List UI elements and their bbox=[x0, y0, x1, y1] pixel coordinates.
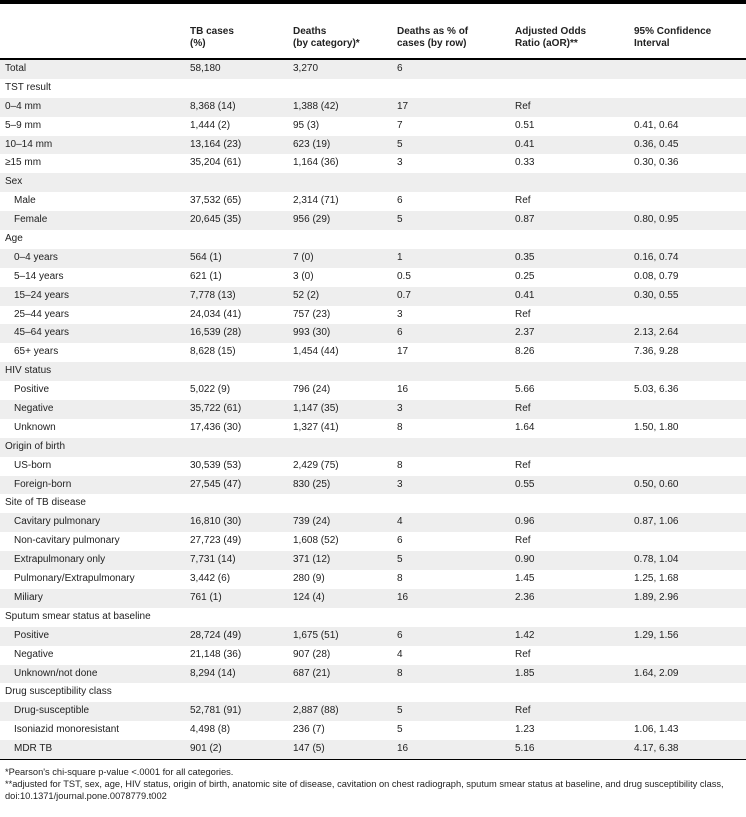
cell-tb-cases: 30,539 (53) bbox=[190, 459, 242, 471]
cell-tb-cases: 35,722 (61) bbox=[190, 403, 242, 415]
row-label: ≥15 mm bbox=[5, 157, 42, 169]
row-label: MDR TB bbox=[14, 743, 53, 755]
table-row bbox=[0, 249, 746, 268]
row-label: Non-cavitary pulmonary bbox=[14, 535, 120, 547]
table-row bbox=[0, 324, 746, 343]
table-row bbox=[0, 513, 746, 532]
cell-deaths-pct: 6 bbox=[397, 629, 403, 641]
cell-aor: 1.23 bbox=[515, 724, 535, 736]
row-label: 45–64 years bbox=[14, 327, 70, 339]
table-row bbox=[0, 362, 746, 381]
cell-deaths-pct: 6 bbox=[397, 327, 403, 339]
row-label: Age bbox=[5, 233, 23, 245]
table-row bbox=[0, 287, 746, 306]
cell-aor: Ref bbox=[515, 308, 531, 320]
cell-aor: Ref bbox=[515, 459, 531, 471]
cell-deaths-pct: 0.5 bbox=[397, 270, 411, 282]
cell-deaths-pct: 16 bbox=[397, 384, 409, 396]
cell-tb-cases: 28,724 (49) bbox=[190, 629, 242, 641]
cell-aor: Ref bbox=[515, 705, 531, 717]
row-label: Unknown/not done bbox=[14, 667, 98, 679]
cell-ci: 0.30, 0.55 bbox=[634, 289, 679, 301]
cell-deaths: 1,454 (44) bbox=[293, 346, 339, 358]
cell-deaths-pct: 3 bbox=[397, 308, 403, 320]
header-tb-cases: TB cases (%) bbox=[190, 26, 234, 49]
table-row bbox=[0, 400, 746, 419]
row-label: Foreign-born bbox=[14, 478, 72, 490]
row-label: 0–4 years bbox=[14, 251, 58, 263]
cell-tb-cases: 52,781 (91) bbox=[190, 705, 242, 717]
cell-aor: 2.36 bbox=[515, 591, 535, 603]
cell-ci: 0.41, 0.64 bbox=[634, 119, 679, 131]
cell-tb-cases: 37,532 (65) bbox=[190, 195, 242, 207]
cell-aor: 1.45 bbox=[515, 573, 535, 585]
cell-ci: 1.29, 1.56 bbox=[634, 629, 679, 641]
row-label: Cavitary pulmonary bbox=[14, 516, 101, 528]
table-row bbox=[0, 268, 746, 287]
row-label: 5–9 mm bbox=[5, 119, 42, 131]
table-row bbox=[0, 702, 746, 721]
cell-deaths: 280 (9) bbox=[293, 573, 325, 585]
row-label: Miliary bbox=[14, 591, 43, 603]
cell-deaths-pct: 16 bbox=[397, 591, 409, 603]
cell-deaths-pct: 4 bbox=[397, 648, 403, 660]
cell-aor: Ref bbox=[515, 535, 531, 547]
cell-ci: 0.50, 0.60 bbox=[634, 478, 679, 490]
row-label: 65+ years bbox=[14, 346, 59, 358]
table-row bbox=[0, 646, 746, 665]
cell-deaths-pct: 5 bbox=[397, 214, 403, 226]
cell-aor: 0.55 bbox=[515, 478, 535, 490]
cell-deaths: 1,388 (42) bbox=[293, 100, 339, 112]
cell-ci: 7.36, 9.28 bbox=[634, 346, 679, 358]
table-row bbox=[0, 117, 746, 136]
cell-deaths: 830 (25) bbox=[293, 478, 331, 490]
cell-deaths: 1,164 (36) bbox=[293, 157, 339, 169]
row-label: HIV status bbox=[5, 365, 52, 377]
cell-ci: 1.25, 1.68 bbox=[634, 573, 679, 585]
cell-tb-cases: 564 (1) bbox=[190, 251, 222, 263]
table-body bbox=[0, 60, 746, 759]
table-row bbox=[0, 343, 746, 362]
row-label: 25–44 years bbox=[14, 308, 70, 320]
row-label: Extrapulmonary only bbox=[14, 554, 106, 566]
cell-tb-cases: 7,778 (13) bbox=[190, 289, 236, 301]
cell-deaths: 1,147 (35) bbox=[293, 403, 339, 415]
cell-deaths: 687 (21) bbox=[293, 667, 331, 679]
row-label: Pulmonary/Extrapulmonary bbox=[14, 573, 135, 585]
table-row bbox=[0, 211, 746, 230]
cell-tb-cases: 17,436 (30) bbox=[190, 421, 242, 433]
cell-aor: 0.41 bbox=[515, 138, 535, 150]
cell-deaths-pct: 17 bbox=[397, 100, 409, 112]
cell-ci: 0.36, 0.45 bbox=[634, 138, 679, 150]
cell-tb-cases: 58,180 bbox=[190, 63, 221, 74]
cell-ci: 2.13, 2.64 bbox=[634, 327, 679, 339]
footnote-2: **adjusted for TST, sex, age, HIV status, origin of birth, anatomic site of disease, cavitation on chest radiograph, sputum smear status at baseline, and drug susceptibility class, bbox=[5, 779, 724, 790]
cell-deaths-pct: 17 bbox=[397, 346, 409, 358]
table-row bbox=[0, 173, 746, 192]
table-row bbox=[0, 306, 746, 325]
table-row bbox=[0, 476, 746, 495]
cell-deaths: 2,314 (71) bbox=[293, 195, 339, 207]
cell-deaths: 371 (12) bbox=[293, 554, 331, 566]
cell-tb-cases: 621 (1) bbox=[190, 270, 222, 282]
table-row bbox=[0, 551, 746, 570]
row-label: US-born bbox=[14, 459, 52, 471]
row-label: Drug susceptibility class bbox=[5, 686, 112, 698]
cell-ci: 0.16, 0.74 bbox=[634, 251, 679, 263]
cell-deaths: 7 (0) bbox=[293, 251, 314, 263]
table-row bbox=[0, 438, 746, 457]
cell-ci: 0.78, 1.04 bbox=[634, 554, 679, 566]
cell-aor: 0.35 bbox=[515, 251, 535, 263]
cell-aor: Ref bbox=[515, 648, 531, 660]
cell-aor: 0.25 bbox=[515, 270, 535, 282]
cell-tb-cases: 3,442 (6) bbox=[190, 573, 231, 585]
cell-tb-cases: 27,545 (47) bbox=[190, 478, 242, 490]
cell-aor: 1.64 bbox=[515, 421, 535, 433]
cell-deaths: 2,887 (88) bbox=[293, 705, 339, 717]
cell-deaths-pct: 5 bbox=[397, 138, 403, 150]
cell-deaths: 907 (28) bbox=[293, 648, 331, 660]
cell-deaths: 3,270 bbox=[293, 63, 319, 74]
table-header bbox=[0, 4, 746, 60]
cell-tb-cases: 16,810 (30) bbox=[190, 516, 242, 528]
cell-deaths: 236 (7) bbox=[293, 724, 325, 736]
bottom-rule bbox=[0, 759, 746, 760]
cell-deaths-pct: 3 bbox=[397, 157, 403, 169]
table-row bbox=[0, 457, 746, 476]
table-row bbox=[0, 608, 746, 627]
row-label: 15–24 years bbox=[14, 289, 70, 301]
cell-tb-cases: 21,148 (36) bbox=[190, 648, 242, 660]
row-label: Positive bbox=[14, 629, 50, 641]
cell-aor: 0.41 bbox=[515, 289, 535, 301]
cell-tb-cases: 4,498 (8) bbox=[190, 724, 231, 736]
cell-aor: 1.42 bbox=[515, 629, 535, 641]
cell-tb-cases: 24,034 (41) bbox=[190, 308, 242, 320]
cell-deaths-pct: 7 bbox=[397, 119, 403, 131]
cell-deaths-pct: 16 bbox=[397, 743, 409, 755]
table-row bbox=[0, 419, 746, 438]
cell-deaths: 956 (29) bbox=[293, 214, 331, 226]
cell-deaths-pct: 8 bbox=[397, 667, 403, 679]
table-row bbox=[0, 60, 746, 79]
row-label: Negative bbox=[14, 403, 54, 415]
cell-tb-cases: 8,368 (14) bbox=[190, 100, 236, 112]
header-aor: Adjusted Odds Ratio (aOR)** bbox=[515, 26, 587, 49]
cell-ci: 0.87, 1.06 bbox=[634, 516, 679, 528]
cell-deaths-pct: 8 bbox=[397, 573, 403, 585]
cell-deaths-pct: 3 bbox=[397, 403, 403, 415]
cell-aor: 0.33 bbox=[515, 157, 535, 169]
cell-aor: 0.87 bbox=[515, 214, 535, 226]
cell-tb-cases: 8,294 (14) bbox=[190, 667, 236, 679]
cell-deaths-pct: 8 bbox=[397, 459, 403, 471]
cell-ci: 1.64, 2.09 bbox=[634, 667, 679, 679]
cell-ci: 1.89, 2.96 bbox=[634, 591, 679, 603]
table-row bbox=[0, 683, 746, 702]
row-label: Sputum smear status at baseline bbox=[5, 610, 151, 622]
cell-deaths: 147 (5) bbox=[293, 743, 325, 755]
cell-ci: 0.08, 0.79 bbox=[634, 270, 679, 282]
cell-deaths-pct: 4 bbox=[397, 516, 403, 528]
header-ci: 95% Confidence Interval bbox=[634, 26, 712, 49]
row-label: Drug-susceptible bbox=[14, 705, 90, 717]
row-label: Origin of birth bbox=[5, 440, 66, 452]
cell-aor: 0.96 bbox=[515, 516, 535, 528]
table-row bbox=[0, 79, 746, 98]
row-label: TST result bbox=[5, 81, 51, 93]
row-label: Female bbox=[14, 214, 48, 226]
row-label: 0–4 mm bbox=[5, 100, 42, 112]
header-deaths-pct: Deaths as % of cases (by row) bbox=[397, 26, 469, 49]
cell-aor: 5.16 bbox=[515, 743, 535, 755]
cell-ci: 0.30, 0.36 bbox=[634, 157, 679, 169]
row-label: Negative bbox=[14, 648, 54, 660]
cell-tb-cases: 13,164 (23) bbox=[190, 138, 242, 150]
doi-text: doi:10.1371/journal.pone.0078779.t002 bbox=[5, 791, 167, 802]
cell-tb-cases: 16,539 (28) bbox=[190, 327, 242, 339]
cell-deaths-pct: 8 bbox=[397, 421, 403, 433]
cell-aor: 0.90 bbox=[515, 554, 535, 566]
cell-ci: 1.50, 1.80 bbox=[634, 421, 679, 433]
cell-deaths-pct: 6 bbox=[397, 63, 403, 74]
cell-deaths-pct: 6 bbox=[397, 195, 403, 207]
cell-deaths-pct: 6 bbox=[397, 535, 403, 547]
cell-deaths: 757 (23) bbox=[293, 308, 331, 320]
cell-deaths: 739 (24) bbox=[293, 516, 331, 528]
table-row bbox=[0, 98, 746, 117]
cell-tb-cases: 35,204 (61) bbox=[190, 157, 242, 169]
cell-ci: 1.06, 1.43 bbox=[634, 724, 679, 736]
cell-aor: Ref bbox=[515, 100, 531, 112]
row-label: Site of TB disease bbox=[5, 497, 86, 509]
table-row bbox=[0, 665, 746, 684]
cell-aor: 5.66 bbox=[515, 384, 535, 396]
row-label: Positive bbox=[14, 384, 50, 396]
cell-aor: Ref bbox=[515, 195, 531, 207]
cell-deaths-pct: 0.7 bbox=[397, 289, 411, 301]
table-row bbox=[0, 627, 746, 646]
table-row bbox=[0, 494, 746, 513]
header-deaths: Deaths (by category)* bbox=[293, 26, 360, 49]
table-row bbox=[0, 192, 746, 211]
table-row bbox=[0, 532, 746, 551]
table-row bbox=[0, 721, 746, 740]
table-row bbox=[0, 136, 746, 155]
row-label: Sex bbox=[5, 176, 23, 188]
row-label: Male bbox=[14, 195, 36, 207]
cell-deaths: 796 (24) bbox=[293, 384, 331, 396]
table-row bbox=[0, 740, 746, 759]
cell-deaths-pct: 5 bbox=[397, 705, 403, 717]
table-row bbox=[0, 230, 746, 249]
table-row bbox=[0, 154, 746, 173]
table-row bbox=[0, 570, 746, 589]
row-label: Isoniazid monoresistant bbox=[14, 724, 120, 736]
cell-aor: 0.51 bbox=[515, 119, 535, 131]
cell-deaths: 623 (19) bbox=[293, 138, 331, 150]
cell-deaths-pct: 1 bbox=[397, 251, 403, 263]
cell-ci: 0.80, 0.95 bbox=[634, 214, 679, 226]
cell-tb-cases: 5,022 (9) bbox=[190, 384, 231, 396]
cell-deaths: 52 (2) bbox=[293, 289, 320, 301]
cell-deaths-pct: 5 bbox=[397, 724, 403, 736]
cell-ci: 5.03, 6.36 bbox=[634, 384, 679, 396]
cell-aor: Ref bbox=[515, 403, 531, 415]
cell-deaths: 124 (4) bbox=[293, 591, 325, 603]
cell-aor: 8.26 bbox=[515, 346, 535, 358]
row-label: Unknown bbox=[14, 421, 56, 433]
cell-deaths: 1,327 (41) bbox=[293, 421, 339, 433]
cell-deaths: 2,429 (75) bbox=[293, 459, 339, 471]
table-row bbox=[0, 589, 746, 608]
row-label: 10–14 mm bbox=[5, 138, 53, 150]
cell-tb-cases: 901 (2) bbox=[190, 743, 222, 755]
cell-tb-cases: 8,628 (15) bbox=[190, 346, 236, 358]
footnote-1: *Pearson's chi-square p-value <.0001 for all categories. bbox=[5, 767, 234, 777]
table-footnotes bbox=[5, 766, 741, 803]
table-row bbox=[0, 381, 746, 400]
cell-deaths-pct: 3 bbox=[397, 478, 403, 490]
cell-deaths-pct: 5 bbox=[397, 554, 403, 566]
cell-tb-cases: 7,731 (14) bbox=[190, 554, 236, 566]
cell-tb-cases: 20,645 (35) bbox=[190, 214, 242, 226]
cell-deaths: 1,675 (51) bbox=[293, 629, 339, 641]
cell-tb-cases: 761 (1) bbox=[190, 591, 222, 603]
cell-deaths: 1,608 (52) bbox=[293, 535, 339, 547]
row-label: 5–14 years bbox=[14, 270, 64, 282]
cell-aor: 2.37 bbox=[515, 327, 535, 339]
cell-deaths: 993 (30) bbox=[293, 327, 331, 339]
row-label: Total bbox=[5, 63, 27, 74]
cell-deaths: 3 (0) bbox=[293, 270, 314, 282]
cell-ci: 4.17, 6.38 bbox=[634, 743, 679, 755]
cell-tb-cases: 27,723 (49) bbox=[190, 535, 242, 547]
cell-deaths: 95 (3) bbox=[293, 119, 320, 131]
cell-tb-cases: 1,444 (2) bbox=[190, 119, 231, 131]
cell-aor: 1.85 bbox=[515, 667, 535, 679]
